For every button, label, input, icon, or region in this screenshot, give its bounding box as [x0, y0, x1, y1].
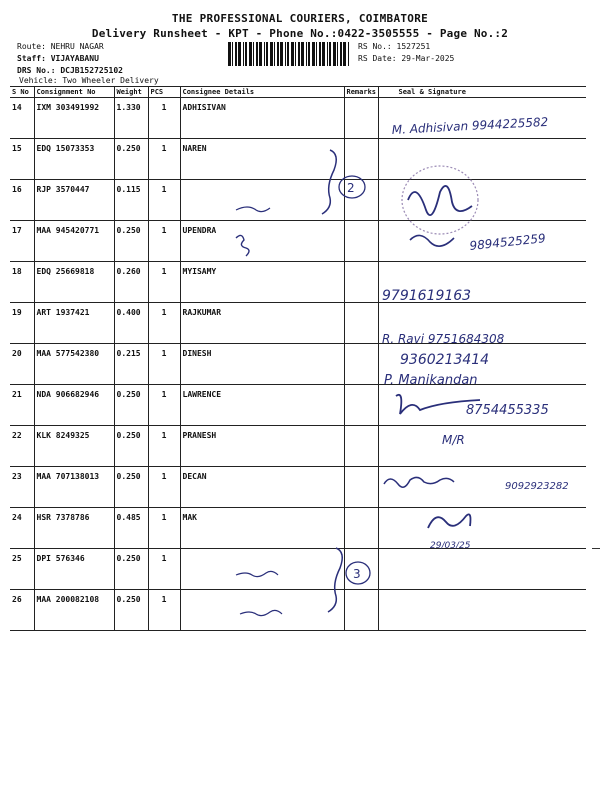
cell-weight: 0.250 — [114, 426, 148, 467]
cell-weight: 0.115 — [114, 180, 148, 221]
cell-sno: 15 — [10, 139, 34, 180]
cell-consignee — [180, 180, 344, 221]
cell-weight: 0.400 — [114, 303, 148, 344]
cell-consignee: DECAN — [180, 467, 344, 508]
cell-sno: 21 — [10, 385, 34, 426]
col-sno-header: S No — [10, 87, 34, 98]
col-consignment-header: Consignment No — [34, 87, 114, 98]
cell-consignee: PRANESH — [180, 426, 344, 467]
cell-consignee — [180, 590, 344, 631]
table-row — [10, 344, 586, 385]
cell-consignment: IXM 303491992 — [34, 98, 114, 139]
cell-sno: 23 — [10, 467, 34, 508]
table-row — [10, 590, 586, 631]
cell-pcs: 1 — [148, 139, 180, 180]
cell-remarks — [344, 344, 378, 385]
cell-consignee: MAK — [180, 508, 344, 549]
table-row — [10, 303, 586, 344]
cell-pcs: 1 — [148, 98, 180, 139]
table-row — [10, 139, 586, 180]
table-row — [10, 467, 586, 508]
cell-pcs: 1 — [148, 303, 180, 344]
cell-sno: 22 — [10, 426, 34, 467]
cell-weight: 0.250 — [114, 549, 148, 590]
table-row — [10, 385, 586, 426]
cell-consignee: ADHISIVAN — [180, 98, 344, 139]
cell-signature — [378, 262, 586, 303]
cell-weight: 0.250 — [114, 221, 148, 262]
cell-pcs: 1 — [148, 467, 180, 508]
cell-consignment: HSR 7378786 — [34, 508, 114, 549]
cell-consignment: MAA 200082108 — [34, 590, 114, 631]
cell-consignee: RAJKUMAR — [180, 303, 344, 344]
cell-remarks — [344, 385, 378, 426]
cell-consignment: EDQ 25669818 — [34, 262, 114, 303]
cell-signature — [378, 98, 586, 139]
cell-remarks — [344, 262, 378, 303]
cell-consignment: EDQ 15073353 — [34, 139, 114, 180]
handwriting-row17: 9894525259 — [468, 231, 547, 253]
cell-pcs: 1 — [148, 590, 180, 631]
table-row — [10, 426, 586, 467]
cell-consignment: NDA 906682946 — [34, 385, 114, 426]
runsheet-subtitle: Delivery Runsheet - KPT - Phone No.:0422-3505555 - Page No.:2 — [91, 27, 509, 40]
vehicle-label: Vehicle: Two Wheeler Delivery — [19, 76, 159, 85]
cell-consignee: UPENDRA — [180, 221, 344, 262]
cell-remarks — [344, 426, 378, 467]
drs-number: DRS No.: DCJB152725102 — [17, 66, 123, 75]
cell-weight: 0.250 — [114, 467, 148, 508]
cell-consignment: KLK 8249325 — [34, 426, 114, 467]
table-row — [10, 549, 586, 590]
table-row — [10, 262, 586, 303]
cell-consignee: LAWRENCE — [180, 385, 344, 426]
cell-weight: 0.250 — [114, 590, 148, 631]
rs-date: RS Date: 29-Mar-2025 — [358, 54, 455, 63]
cell-remarks — [344, 180, 378, 221]
barcode-image — [228, 42, 352, 66]
cell-consignment: ART 1937421 — [34, 303, 114, 344]
company-title: THE PROFESSIONAL COURIERS, COIMBATORE — [171, 12, 429, 25]
handwriting-row20b: P. Manikandan — [384, 373, 478, 388]
table-row — [10, 180, 586, 221]
col-pcs-header: PCS — [148, 87, 180, 98]
cell-pcs: 1 — [148, 344, 180, 385]
cell-pcs: 1 — [148, 426, 180, 467]
handwriting-row24: 29/03/25 — [430, 541, 471, 551]
edge-mark — [592, 548, 600, 549]
handwriting-row22: M/R — [442, 433, 465, 447]
handwriting-row18: 9791619163 — [382, 288, 472, 304]
cell-consignee: DINESH — [180, 344, 344, 385]
cell-pcs: 1 — [148, 180, 180, 221]
cell-signature — [378, 139, 586, 180]
cell-consignment: RJP 3570447 — [34, 180, 114, 221]
cell-sno: 24 — [10, 508, 34, 549]
cell-remarks — [344, 221, 378, 262]
cell-sno: 19 — [10, 303, 34, 344]
cell-weight: 1.330 — [114, 98, 148, 139]
runsheet-table — [10, 86, 586, 631]
cell-remarks — [344, 508, 378, 549]
cell-consignee — [180, 549, 344, 590]
cell-pcs: 1 — [148, 221, 180, 262]
cell-remarks — [344, 467, 378, 508]
route-label: Route: NEHRU NAGAR — [17, 42, 104, 51]
cell-pcs: 1 — [148, 385, 180, 426]
col-signature-header: Seal & Signature — [378, 87, 586, 98]
cell-sno: 14 — [10, 98, 34, 139]
staff-label: Staff: VIJAYABANU — [17, 54, 99, 63]
cell-signature — [378, 590, 586, 631]
handwriting-row20: 9360213414 — [400, 352, 490, 368]
handwriting-row23: 9092923282 — [505, 481, 569, 492]
cell-consignee: MYISAMY — [180, 262, 344, 303]
cell-weight: 0.260 — [114, 262, 148, 303]
cell-sno: 18 — [10, 262, 34, 303]
handwriting-row14: M. Adhisivan 9944225582 — [391, 114, 549, 137]
cell-remarks — [344, 303, 378, 344]
cell-remarks — [344, 549, 378, 590]
cell-sno: 25 — [10, 549, 34, 590]
cell-remarks — [344, 590, 378, 631]
col-remarks-header: Remarks — [344, 87, 378, 98]
cell-weight: 0.250 — [114, 139, 148, 180]
cell-sno: 16 — [10, 180, 34, 221]
cell-consignment: MAA 945420771 — [34, 221, 114, 262]
cell-signature — [378, 508, 586, 549]
cell-signature — [378, 385, 586, 426]
cell-signature — [378, 221, 586, 262]
circle-mark-2-number: 3 — [353, 567, 361, 581]
cell-signature — [378, 467, 586, 508]
cell-pcs: 1 — [148, 262, 180, 303]
table-row — [10, 221, 586, 262]
circle-mark-1-number: 2 — [347, 181, 355, 195]
table-row — [10, 508, 586, 549]
rs-number: RS No.: 1527251 — [358, 42, 431, 51]
cell-signature — [378, 344, 586, 385]
table-header-row — [10, 87, 586, 98]
cell-remarks — [344, 139, 378, 180]
col-consignee-header: Consignee Details — [180, 87, 344, 98]
cell-consignment: MAA 577542380 — [34, 344, 114, 385]
handwriting-row21: 8754455335 — [466, 403, 549, 418]
cell-pcs: 1 — [148, 549, 180, 590]
cell-consignee: NAREN — [180, 139, 344, 180]
cell-consignment: MAA 707138013 — [34, 467, 114, 508]
cell-pcs: 1 — [148, 508, 180, 549]
cell-weight: 0.250 — [114, 385, 148, 426]
cell-signature — [378, 549, 586, 590]
cell-signature — [378, 303, 586, 344]
handwriting-row19: R. Ravi 9751684308 — [382, 332, 505, 346]
cell-sno: 26 — [10, 590, 34, 631]
cell-signature — [378, 426, 586, 467]
cell-weight: 0.215 — [114, 344, 148, 385]
cell-sno: 17 — [10, 221, 34, 262]
cell-weight: 0.485 — [114, 508, 148, 549]
cell-consignment: DPI 576346 — [34, 549, 114, 590]
cell-sno: 20 — [10, 344, 34, 385]
cell-signature — [378, 180, 586, 221]
cell-remarks — [344, 98, 378, 139]
col-weight-header: Weight — [114, 87, 148, 98]
table-row — [10, 98, 586, 139]
